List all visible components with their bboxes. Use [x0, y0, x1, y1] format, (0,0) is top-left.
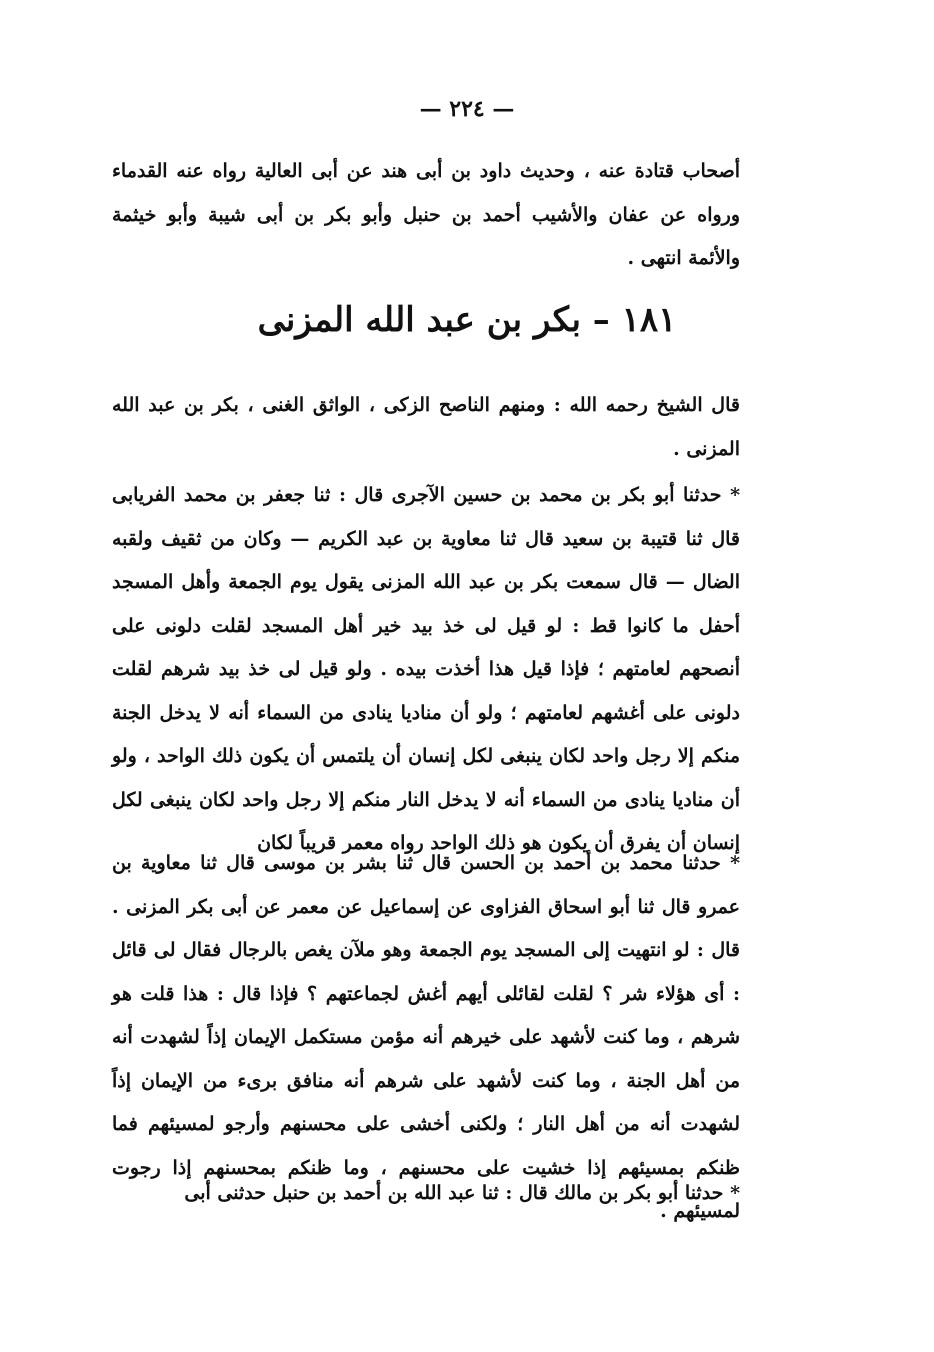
hadith-text-1: حدثنا أبو بكر بن محمد بن حسين الآجرى قال : ثنا جعفر بن محمد الفريابى قال ثنا قتيبة بن سعيد قال ثنا معاوية بن عبد الكريم — وكان من ثقيف ولقبه الضال — قال سمعت بكر بن عبد الله المزنى يقول يوم الجمعة وأهل المسجد أحفل ما كانوا قط : لو قيل لى خذ بيد خير أهل المسجد لقلت دلونى على أنصحهم لعامتهم ؛ فإذا قيل هذا أخذت بيده . ولو قيل لى خذ بيد شرهم لقلت دلونى على أغشهم لعامتهم ؛ ولو أن مناديا ينادى من السماء أنه لا يدخل الجنة منكم إلا رجل واحد لكان ينبغى لكل إنسان أن يلتمس أن يكون ذلك الواحد ، ولو أن مناديا ينادى من السماء أنه لا يدخل النار منكم إلا رجل واحد لكان ينبغى لكل إنسان أن يفرق أن يكون هو ذلك الواحد رواه معمر قريباً لكان [112, 484, 740, 854]
intro-text: أصحاب قتادة عنه ، وحديث داود بن أبى هند عن أبى العالية رواه عنه القدماء ورواه عن عفان والأشيب أحمد بن حنبل وأبو بكر بن أبى شيبة وأبو خيثمة والأئمة انتهى . [112, 160, 740, 269]
hadith-paragraph-3 [112, 1172, 740, 1216]
hadith-text-3: حدثنا أبو بكر بن مالك قال : ثنا عبد الله بن أحمد بن حنبل حدثنى أبى [184, 1182, 724, 1204]
page-number: — ٢٢٤ — [419, 96, 515, 122]
intro-paragraph [112, 150, 740, 281]
hadith-paragraph-1 [112, 474, 740, 866]
hadith-bullet: * [730, 484, 740, 506]
biography-text: قال الشيخ رحمه الله : ومنهم الناصح الزكى ، الواثق الغنى ، بكر بن عبد الله المزنى . [112, 394, 740, 460]
hadith-bullet: * [730, 1182, 740, 1204]
hadith-text-2: حدثنا محمد بن أحمد بن الحسن قال ثنا بشر بن موسى قال ثنا معاوية بن عمرو قال ثنا أبو اسحاق الفزاوى عن إسماعيل عن معمر عن أبى بكر المزنى . قال : لو انتهيت إلى المسجد يوم الجمعة وهو ملآن يغص بالرجال فقال لى قائل : أى هؤلاء شر ؟ لقلت لقائلى أيهم أغش لجماعتهم ؟ فإذا قال : هذا قلت هو شرهم ، وما كنت لأشهد على خيرهم أنه مؤمن مستكمل الإيمان إذاً لشهدت أنه من أهل الجنة ، وما كنت لأشهد على شرهم أنه منافق برىء من الإيمان إذاً لشهدت أنه من أهل النار ؛ ولكنى أخشى على محسنهم وأرجو لمسيئهم فما ظنكم بمسيئهم إذا خشيت على محسنهم ، وما ظنكم بمحسنهم إذا رجوت لمسيئهم . [112, 852, 740, 1222]
section-heading: ١٨١ – بكر بن عبد الله المزنى [257, 300, 677, 340]
hadith-bullet: * [730, 852, 740, 874]
biography-paragraph [112, 384, 740, 471]
